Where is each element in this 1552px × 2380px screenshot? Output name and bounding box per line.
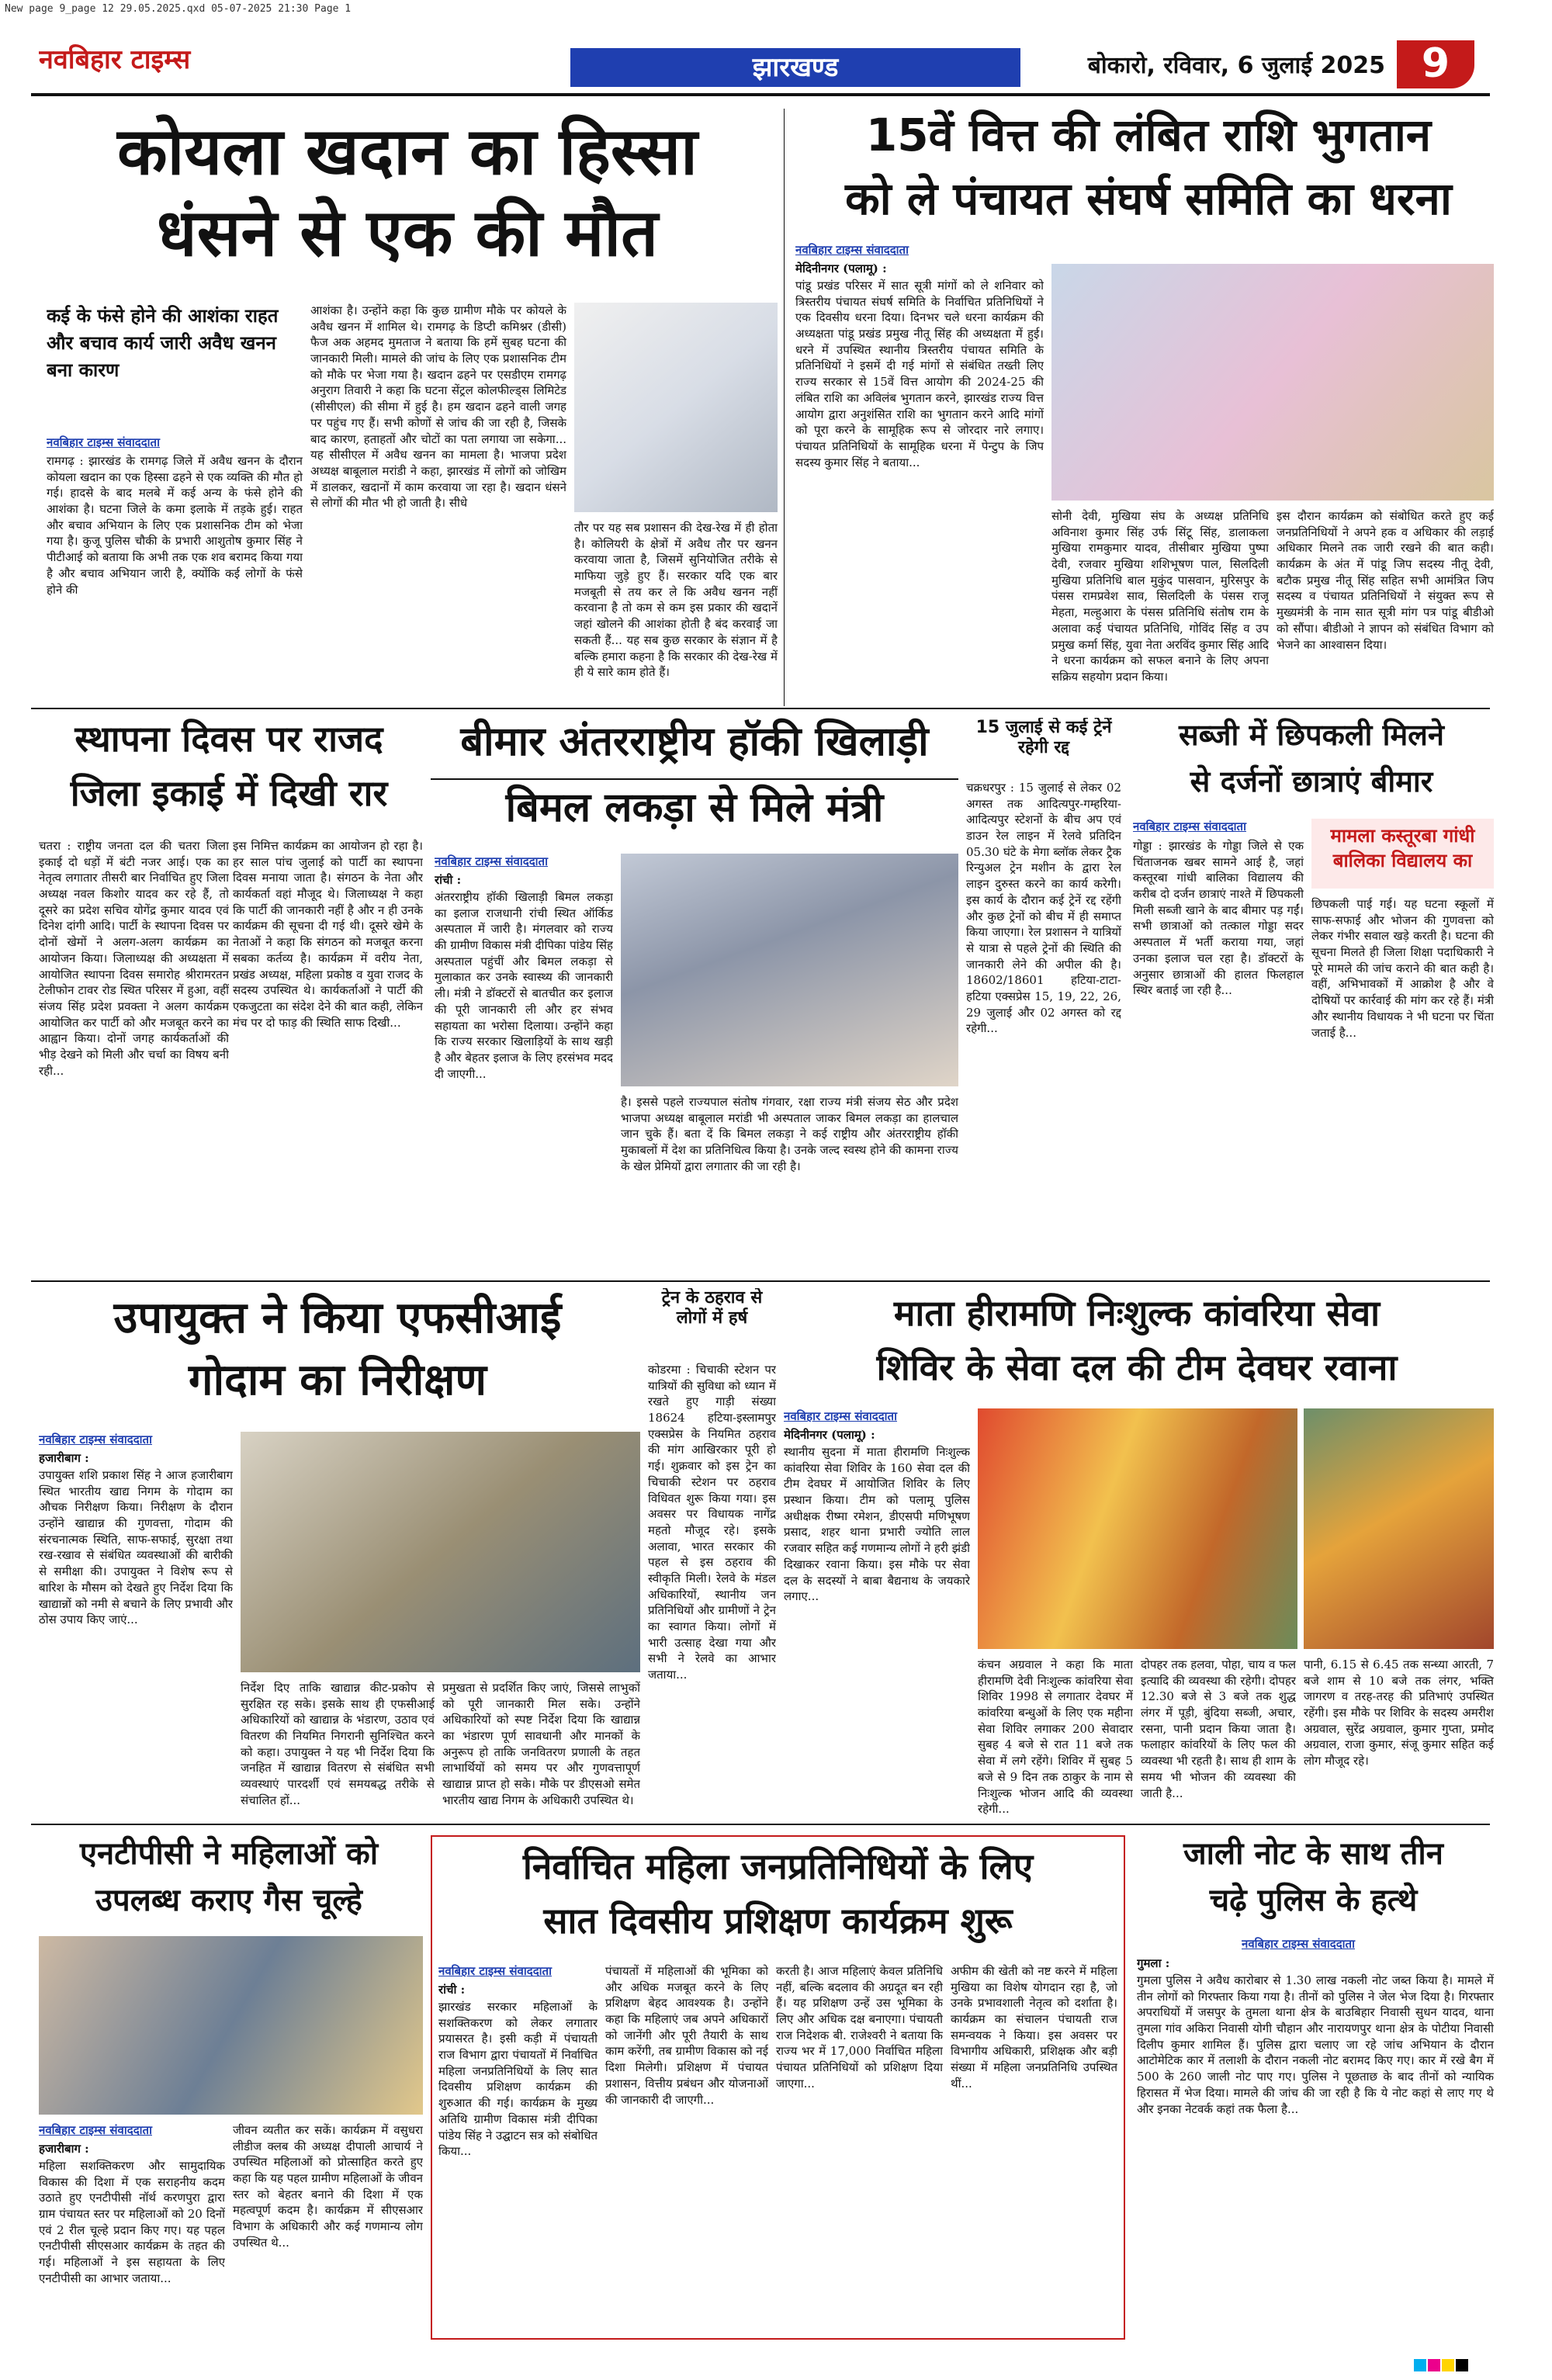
hockey-dateline: रांची : xyxy=(435,873,462,887)
fake-notes-dateline: गुमला : xyxy=(1137,1956,1170,1970)
ntpc-headline-2: उपलब्ध कराए गैस चूल्हे xyxy=(95,1883,362,1918)
hockey-byline: नवबिहार टाइम्स संवाददाता xyxy=(435,854,548,868)
trains-headline: 15 जुलाई से कई ट्रेनें रहेगी रद्द xyxy=(975,718,1112,758)
panchayat-body-1: पांडू प्रखंड परिसर में सात सूत्री मांगों को ले शनिवार को त्रिस्तरीय पंचायत संघर्ष समिति के निर्वाचित प्रतिनिधियों ने एक दिवसीय धरना दिया। दिनभर चले धरना कार्यक्रम की अध्यक्षता पांडू प्रखंड प्रमुख नीतू सिंह की अध्यक्षता में हुई। धरने में उपस्थित स्थानीय त्रिस्तरीय पंचायत समिति के प्रतिनिधियों ने इसमें दी गई मांगों से संबंधित तख्ती लिए राज्य सरकार से 15वें वित्त आयोग की 2024-25 की लंबित राशि का अविलंब भुगतान करने, झारखंड राज्य वित्त आयोग द्वारा अनुशंसित राशि का भुगतान करने आदि मांगों को पूरा करने के सामूहिक रूप से जोरदार नारे लगाए। पंचायत प्रतिनिधियों के सामूहिक धरना में पेन्टुप के जिप सदस्य कुमार सिंह ने बताया... xyxy=(795,279,1044,469)
lizard-byline: नवबिहार टाइम्स संवाददाता xyxy=(1133,819,1246,833)
panchayat-dateline: मेदिनीनगर (पलामू) : xyxy=(795,262,887,275)
panchayat-headline-2: को ले पंचायत संघर्ष समिति का धरना xyxy=(845,172,1452,225)
kanwar-dateline: मेदिनीनगर (पलामू) : xyxy=(784,1428,875,1442)
cmyk-registration-mark xyxy=(1412,2359,1474,2375)
coal-photo xyxy=(574,303,778,512)
ntpc-headline-1: एनटीपीसी ने महिलाओं को xyxy=(79,1836,379,1872)
coal-headline-1: कोयला खदान का हिस्सा xyxy=(117,113,698,189)
coal-headline-2: धंसने से एक की मौत xyxy=(157,195,658,271)
fci-photo xyxy=(241,1432,640,1672)
fci-dateline: हजारीबाग : xyxy=(39,1451,89,1465)
row-divider xyxy=(31,708,1490,709)
coal-subhead: कई के फंसे होने की आशंका राहत और बचाव कार्य जारी अवैध खनन बना कारण xyxy=(47,305,279,381)
column-divider xyxy=(784,109,785,706)
hockey-photo xyxy=(621,854,958,1086)
women-training-dateline: रांची : xyxy=(438,1983,466,1997)
row-divider xyxy=(31,1824,1490,1825)
fci-byline: नवबिहार टाइम्स संवाददाता xyxy=(39,1433,152,1446)
trains-body: चक्रधरपुर : 15 जुलाई से लेकर 02 अगस्त तक आदित्यपुर-गम्हरिया-आदित्यपुर स्टेशनों के बीच अप एवं डाउन रेल लाइन में रेलवे प्रतिदिन 05.30 घंटे के मेगा ब्लॉक लेकर ट्रैक रिन्युअल ट्रेन मशीन के द्वारा रेल लाइन दुरुस्त करने का कार्य करेगी। इस कार्य के दौरान कई ट्रेनें रद्द रहेंगी और कुछ ट्रेनों को बीच में ही समाप्त किया जाएगा। रेल प्रशासन ने यात्रियों से यात्रा से पहले ट्रेनों की स्थिति की जानकारी लेने की अपील की है। 18602/18601 हटिया-टाटा-हटिया एक्सप्रेस 15, 19, 22, 26, 29 जुलाई और 02 अगस्त को रद्द रहेगी... xyxy=(966,781,1121,1036)
women-training-body-4: अफीम की खेती को नष्ट करने में महिला मुखिया का विशेष योगदान रहा है, जो उनके प्रभावशाली नेतृत्व को दर्शाता है। कार्यक्रम का संचालन पंचायती राज समन्वयक ने किया। इस अवसर पर विभागीय अधिकारी, प्रशिक्षक और बड़ी संख्या में महिला जनप्रतिनिधि उपस्थित थीं... xyxy=(951,1964,1117,2091)
women-training-body-2: पंचायतों में महिलाओं की भूमिका को और अधिक मजबूत करने के लिए प्रशिक्षण बेहद आवश्यक है। उन्होंने कहा कि महिलाएं जब अपने अधिकारों को जानेंगी और पूरी तैयारी के साथ काम करेंगी, तब ग्रामीण विकास को नई दिशा मिलेगी। प्रशिक्षण में पंचायत प्रशासन, वित्तीय प्रबंधन और योजनाओं की जानकारी दी जाएगी... xyxy=(605,1964,768,2107)
paper-name: नवबिहार टाइम्स xyxy=(39,44,191,75)
fci-headline-2: गोदाम का निरीक्षण xyxy=(189,1355,487,1405)
fake-notes-body: गुमला पुलिस ने अवैध कारोबार से 1.30 लाख नकली नोट जब्त किया है। मामले में तीन लोगों को गिरफ्तार किया गया है। तीनों को पुलिस ने जेल भेज दिया है। गिरफ्तार अपराधियों में जसपुर के तुमला थाना क्षेत्र के बाउबिहार निवासी सुधन यादव, थाना तुमला गांव अकिरा निवासी योगी चौहान और नारायणपुर थाना क्षेत्र के पोटीया निवासी दिलीप कुमार शामिल हैं। पुलिस द्वारा चलाए जा रहे जांच अभियान के दौरान आटोमेटिक कार में तलाशी के दौरान नकली नोट बरामद किए गए। कार में रखे बैग में 500 के 260 जाली नोट पाए गए। पुलिस ने पूछताछ के बाद तीनों को न्यायिक हिरासत में भेज दिया। मामले की जांच की जा रही है कि ये नोट कहां से लाए गए थे और इनका नेटवर्क कहां तक फैला है... xyxy=(1137,1973,1494,2116)
ntpc-byline: नवबिहार टाइम्स संवाददाता xyxy=(39,2123,152,2137)
panchayat-headline-1: 15वें वित्त की लंबित राशि भुगतान xyxy=(865,109,1432,161)
section-label: झारखण्ड xyxy=(570,48,1020,87)
fci-headline-1: उपायुक्त ने किया एफसीआई xyxy=(113,1293,562,1343)
fake-notes-byline: नवबिहार टाइम्स संवाददाता xyxy=(1242,1937,1355,1951)
fci-body-3: प्रमुखता से प्रदर्शित किए जाएं, जिससे लाभुकों को पूरी जानकारी मिल सके। उन्होंने अधिकारियों को स्पष्ट निर्देश दिया कि खाद्यान्न का भंडारण पूर्ण सावधानी और मानकों के अनुरूप हो ताकि जनवितरण प्रणाली के तहत लाभार्थियों को समय पर और गुणवत्तापूर्ण खाद्यान्न प्राप्त हो सके। मौके पर डीएसओ समेत भारतीय खाद्य निगम के अधिकारी उपस्थित थे। xyxy=(442,1681,640,1807)
hockey-headline-2: बिमल लकड़ा से मिले मंत्री xyxy=(505,785,884,831)
fci-body-1: उपायुक्त शशि प्रकाश सिंह ने आज हजारीबाग स्थित भारतीय खाद्य निगम के गोदाम का औचक निरीक्षण किया। निरीक्षण के दौरान उन्होंने खाद्यान्न की गुणवत्ता, गोदाम की संरचनात्मक स्थिति, साफ-सफाई, सुरक्षा तथा रख-रखाव से संबंधित व्यवस्थाओं की बारीकी से समीक्षा की। उपायुक्त ने विशेष रूप से बारिश के मौसम को देखते हुए निर्देश दिया कि खाद्यान्नों को नमी से बचाने के लिए प्रभावी और ठोस उपाय किए जाएं... xyxy=(39,1468,233,1627)
kanwar-headline-2: शिविर के सेवा दल की टीम देवघर रवाना xyxy=(876,1346,1398,1388)
lizard-headline-1: सब्जी में छिपकली मिलने xyxy=(1178,718,1445,752)
kanwar-photo-2 xyxy=(1304,1408,1494,1649)
hockey-body-1: अंतरराष्ट्रीय हॉकी खिलाड़ी बिमल लकड़ा का इलाज राजधानी रांची स्थित ऑर्किड अस्पताल में जारी है। मंगलवार को राज्य की ग्रामीण विकास मंत्री दीपिका पांडेय सिंह अस्पताल पहुंचीं और बिमल लकड़ा से मुलाकात कर उनके स्वास्थ्य की जानकारी ली। मंत्री ने डॉक्टरों से बातचीत कर इलाज की पूरी जानकारी ली और हर संभव सहायता का भरोसा दिलाया। उन्होंने कहा कि राज्य सरकार खिलाड़ियों के साथ खड़ी है और बेहतर इलाज के लिए हरसंभव मदद दी जाएगी... xyxy=(435,890,613,1081)
kanwar-body-1: स्थानीय सुदना में माता हीरामणि निःशुल्क कांवरिया सेवा शिविर के 160 सेवा दल की टीम देवघर में आयोजित शिविर के लिए प्रस्थान किया। टीम को पलामू पुलिस अधीक्षक रीष्मा रमेशन, डीएसपी मणिभूषण प्रसाद, शहर थाना प्रभारी ज्योति लाल रजवार सहित कई गणमान्य लोगों ने हरी झंडी दिखाकर रवाना किया। इस मौके पर सेवा दल के सदस्यों ने बाबा बैद्यनाथ के जयकारे लगाए... xyxy=(784,1445,970,1604)
ntpc-body-2: जीवन व्यतीत कर सकें। कार्यक्रम में वसुधरा लीडीज क्लब की अध्यक्ष दीपाली आचार्य ने उपस्थित महिलाओं को प्रोत्साहित करते हुए कहा कि यह पहल ग्रामीण महिलाओं के जीवन स्तर को बेहतर बनाने की दिशा में एक महत्वपूर्ण कदम है। कार्यक्रम में सीएसआर विभाग के अधिकारी और कई गणमान्य लोग उपस्थित थे... xyxy=(233,2123,423,2250)
ntpc-body-1: महिला सशक्तिकरण और सामुदायिक विकास की दिशा में एक सराहनीय कदम उठाते हुए एनटीपीसी नॉर्थ करणपुरा द्वारा ग्राम पंचायत स्तर पर महिलाओं को 20 दिनों एवं 2 रील चूल्हे प्रदान किए गए। यह पहल एनटीपीसी सीएसआर कार्यक्रम के तहत की गई। महिलाओं ने इस सहायता के लिए एनटीपीसी का आभार जताया... xyxy=(39,2159,225,2285)
coal-body-3: तौर पर यह सब प्रशासन की देख-रेख में ही होता है। कोलियरी के क्षेत्रों में अवैध तौर पर खनन करवाया जाता है, जिसमें सुनियोजित तरीके से माफिया जुड़े हुए हैं। सरकार यदि एक बार मजबूती से तय कर ले कि अवैध खनन नहीं करवाना है तो कम से कम इस प्रकार की खदानें जहां खोलने की आशंका होती है बंद करवाई जा सकती हैं... यह सब कुछ सरकार के संज्ञान में है बल्कि हमारा कहना है कि सरकार की देख-रेख में ही ये सारे काम होते हैं। xyxy=(574,521,778,680)
panchayat-body-2: सोनी देवी, मुखिया संघ के अध्यक्ष प्रतिनिधि अविनाश कुमार सिंह उर्फ सिंटू सिंह, डालाकला मुखिया रामकुमार यादव, तीसीबार मुखिया पुष्पा देवी, रजवार मुखिया शशिभूषण पाल, सिलदिली मुखिया प्रतिनिधि बाल मुकुंद पासवान, मुरिसपुर के पंसस रामप्रवेश साव, सिलदिली के पंसस राजू मेहता, मल्हुआरा के पंसस प्रतिनिधि संतोष राम के अलावा कई पंचायत प्रतिनिधि, गोविंद सिंह व उप प्रमुख कर्मा सिंह, युवा नेता अरविंद कुमार सिंह आदि ने धरना कार्यक्रम को सफल बनाने के लिए अपना सक्रिय सहयोग प्रदान किया। xyxy=(1051,509,1269,684)
printer-slug: New page 9_page 12 29.05.2025.qxd 05-07-2025 21:30 Page 1 xyxy=(5,3,352,15)
page-number: 9 xyxy=(1397,40,1474,88)
lizard-body-2: छिपकली पाई गई। यह घटना स्कूलों में साफ-सफाई और भोजन की गुणवत्ता को लेकर गंभीर सवाल खड़े करती है। घटना की सूचना मिलते ही जिला शिक्षा पदाधिकारी ने पूरे मामले की जांच कराने की बात कही है। वहीं, अभिभावकों में आक्रोश है और वे दोषियों पर कार्रवाई की मांग कर रहे हैं। मंत्री और स्थानीय विधायक ने भी घटना पर चिंता जताई है... xyxy=(1311,897,1494,1040)
train-halt-body: कोडरमा : चिचाकी स्टेशन पर यात्रियों की सुविधा को ध्यान में रखते हुए गाड़ी संख्या 18624 हटिया-इस्लामपुर एक्सप्रेस के नियमित ठहराव की मांग आखिरकार पूरी हो गई। शुक्रवार को इस ट्रेन का चिचाकी स्टेशन पर ठहराव विधिवत शुरू किया गया। इस अवसर पर विधायक नागेंद्र महतो मौजूद रहे। इसके अलावा, भारत सरकार की पहल से इस ठहराव की स्वीकृति मिली। रेलवे के मंडल अधिकारियों, स्थानीय जन प्रतिनिधियों और ग्रामीणों ने ट्रेन का स्वागत किया। लोगों में भारी उत्साह देखा गया और सभी ने रेलवे का आभार जताया... xyxy=(648,1363,776,1682)
rjd-body-1: चतरा : राष्ट्रीय जनता दल की चतरा जिला इकाई दो धड़ों में बंटी नजर आई। एक का नेतृत्व लगातार तीसरी बार निर्वाचित हुए जिला अध्यक्ष नवल किशोर यादव कर रहे हैं, तो दूसरे का प्रदेश सचिव योगेंद्र कुमार यादव एवं दिनेश दांगी आदि। पार्टी के स्थापना दिवस पर दोनों खेमों ने अलग-अलग कार्यक्रम का आयोजन किया। जिलाध्यक्ष की अध्यक्षता में आयोजित स्थापना दिवस समारोह श्रीरामरतन टेलीफोन टावर रोड स्थित परिसर में हुआ, वहीं संजय सिंह प्रदेश प्रवक्ता ने अलग कार्यक्रम आयोजित कर पार्टी को और मजबूत करने का आह्वान किया। दोनों जगह कार्यकर्ताओं की भीड़ देखने को मिली और चर्चा का विषय बनी रही... xyxy=(39,839,229,1078)
fci-body-2: निर्देश दिए ताकि खाद्यान्न कीट-प्रकोप से सुरक्षित रह सके। इसके साथ ही एफसीआई अधिकारियों को खाद्यान्न के भंडारण, उठाव एवं वितरण की नियमित निगरानी सुनिश्चित करने को कहा। उपायुक्त ने यह भी निर्देश दिया कि जनहित में खाद्यान्न वितरण से संबंधित सभी व्यवस्थाएं पारदर्शी एवं समयबद्ध तरीके से संचालित हों... xyxy=(241,1681,435,1807)
lizard-body-1: गोड्डा : झारखंड के गोड्डा जिले से एक चिंताजनक खबर सामने आई है, जहां कस्तूरबा गांधी बालिका विद्यालय की करीब दो दर्जन छात्राएं नाश्ते में छिपकली मिली सब्जी खाने के बाद बीमार पड़ गईं। सभी छात्राओं को तत्काल गोड्डा सदर अस्पताल में भर्ती कराया गया, जहां उनका इलाज चल रहा है। डॉक्टरों के अनुसार छात्राओं की हालत फिलहाल स्थिर बताई जा रही है... xyxy=(1133,839,1304,998)
fake-notes-headline-2: चढ़े पुलिस के हत्थे xyxy=(1209,1883,1418,1918)
kanwar-headline-1: माता हीरामणि निःशुल्क कांवरिया सेवा xyxy=(893,1292,1381,1334)
kanwar-byline: नवबिहार टाइम्स संवाददाता xyxy=(784,1409,897,1423)
kanwar-body-4: पानी, 6.15 से 6.45 तक सन्ध्या आरती, 7 बजे शाम से 10 बजे तक लंगर, भक्ति जागरण व तरह-तरह की प्रतिभाएं उपस्थित रहेंगी। इस मौके पर शिविर के सदस्य अमरीश अग्रवाल, सुरेंद्र अग्रवाल, कुमार गुप्ता, प्रमोद अग्रवाल, राजा कुमार, संजू कुमार सहित कई लोग मौजूद रहे। xyxy=(1304,1658,1494,1769)
lizard-headline-2: से दर्जनों छात्राएं बीमार xyxy=(1190,764,1433,799)
coal-body-2: आशंका है। उन्होंने कहा कि कुछ ग्रामीण मौके पर कोयले के अवैध खनन में शामिल थे। रामगढ़ के डिप्टी कमिश्नर (डीसी) फैज अक अहमद मुमताज ने बताया कि हमें सुबह घटना की जानकारी मिली। मामले की जांच के लिए एक प्रशासनिक टीम को मौके पर भेजा गया है। खदान ढहने पर एसडीएम रामगढ़ अनुराग तिवारी ने कहा कि घटना सेंट्रल कोलफील्ड्स लिमिटेड (सीसीएल) की सीमा में हुई है। हम खदान ढहने वाली जगह पर पहुंच गए हैं। सभी कोणों से जांच की जा रही है, जिसके बाद कारण, हताहतों और चोटों का पता लगाया जा सकेगा... यह सीसीएल में अवैध खनन का मामला है। भाजपा प्रदेश अध्यक्ष बाबूलाल मरांडी ने कहा, झारखंड में लोगों को जोखिम में डालकर, खदानों में काम करवाया जा रहा है। खदान धंसने से लोगों की मौत भी हो जाती है। सीधे xyxy=(310,303,566,511)
women-training-headline-2: सात दिवसीय प्रशिक्षण कार्यक्रम शुरू xyxy=(543,1900,1013,1942)
ntpc-dateline: हजारीबाग : xyxy=(39,2142,89,2156)
ntpc-photo xyxy=(39,1936,423,2115)
women-training-headline-1: निर्वाचित महिला जनप्रतिनिधियों के लिए xyxy=(522,1845,1034,1887)
women-training-body-3: करती है। आज महिलाएं केवल प्रतिनिधि नहीं, बल्कि बदलाव की अग्रदूत बन रही हैं। यह प्रशिक्षण उन्हें उस भूमिका के लिए और अधिक दक्ष बनाएगा। पंचायती राज निदेशक बी. राजेश्वरी ने बताया कि राज्य भर में 17,000 निर्वाचित महिला पंचायत प्रतिनिधियों को प्रशिक्षण दिया जाएगा... xyxy=(776,1964,943,2091)
train-halt-headline: ट्रेन के ठहराव से लोगों में हर्ष xyxy=(661,1288,763,1329)
fake-notes-headline-1: जाली नोट के साथ तीन xyxy=(1183,1836,1443,1872)
panchayat-body-3: इस दौरान कार्यक्रम को संबोधित करते हुए कई जनप्रतिनिधियों ने अपने हक व अधिकार की लड़ाई अधिकार मिलने तक जारी रखने की बात कही। कार्यक्रम के अंत में पांडू जिप सदस्य नीतू देवी, बटौक प्रमुख नीतू सिंह सहित सभी आमंत्रित जिप सदस्य व पंचायत प्रतिनिधियों ने संयुक्त रूप से मुख्यमंत्री के नाम सात सूत्री मांग पत्र पांडू बीडीओ को सौंपा। बीडीओ ने ज्ञापन को संबंधित विभाग को भेजने का आश्वासन दिया। xyxy=(1277,509,1494,652)
dateline: बोकारो, रविवार, 6 जुलाई 2025 xyxy=(1087,52,1385,79)
hockey-headline-1: बीमार अंतरराष्ट्रीय हॉकी खिलाड़ी xyxy=(431,718,958,780)
masthead-rule xyxy=(31,93,1490,96)
row-divider xyxy=(31,1280,1490,1282)
kanwar-body-2: कंचन अग्रवाल ने कहा कि माता हीरामणि देवी निःशुल्क कांवरिया सेवा शिविर 1998 से लगातार देवघर में कांवरिया बन्धुओं के लिए एक महीना सेवा शिविर लगाकर 200 सेवादार सुबह 4 बजे से रात 11 बजे तक सेवा में लगे रहेंगे। शिविर में सुबह 5 बजे से 9 दिन तक ठाकुर के नाम से निःशुल्क भोजन आदि की व्यवस्था रहेगी... xyxy=(978,1658,1133,1816)
coal-byline: नवबिहार टाइम्स संवाददाता xyxy=(47,435,160,449)
rjd-headline-1: स्थापना दिवस पर राजद xyxy=(74,718,383,760)
lizard-pullquote: मामला कस्तूरबा गांधी बालिका विद्यालय का xyxy=(1311,819,1494,889)
rjd-body-2: इस निमित्त कार्यक्रम का आयोजन हो रहा है। हर साल पांच जुलाई को पार्टी का स्थापना दिवस मनाया जाता है। संगठन के नेता और कार्यकर्ता वहां मौजूद थे। जिलाध्यक्ष ने कहा कि पार्टी की जानकारी नहीं है और न ही उनके कार्यक्रम की सूचना दी गई थी। दूसरे खेमे के नेताओं ने कहा कि संगठन को मजबूत करना सबका कर्तव्य है। कार्यक्रम में वरीय नेता, प्रखंड अध्यक्ष, महिला प्रकोष्ठ व युवा राजद के सदस्य उपस्थित थे। कार्यकर्ताओं ने पार्टी की एकजुटता का संदेश देने की बात कही, लेकिन मंच पर दो फाड़ की स्थिति साफ दिखी... xyxy=(233,839,423,1030)
kanwar-photo-1 xyxy=(978,1408,1297,1649)
coal-body-1: रामगढ़ : झारखंड के रामगढ़ जिले में अवैध खनन के दौरान कोयला खदान का एक हिस्सा ढहने से एक व्यक्ति की मौत हो गई। हादसे के बाद मलबे में कई अन्य के फंसे होने की आशंका है। घटना जिले के कमा इलाके में तड़के हुई। राहत और बचाव अभियान के लिए एक प्रशासनिक टीम को भेजा गया है। कुजू पुलिस चौकी के प्रभारी आशुतोष कुमार सिंह ने पीटीआई को बताया कि अभी तक एक शव बरामद किया गया है और बचाव अभियान जारी है, क्योंकि कई लोगों के फंसे होने की xyxy=(47,454,303,597)
panchayat-photo xyxy=(1051,264,1494,501)
kanwar-body-3: दोपहर तक हलवा, पोहा, चाय व फल इत्यादि की व्यवस्था की रहेगी। दोपहर 12.30 बजे से 3 बजे तक शुद्ध लंगर में पूड़ी, बुंदिया सब्जी, अचार, रसना, पानी प्रदान किया जाता है। फलाहार कांवरियों के लिए फल की व्यवस्था भी रहती है। साथ ही शाम के समय भी भोजन की व्यवस्था की जाती है... xyxy=(1141,1658,1296,1800)
hockey-body-2: है। इससे पहले राज्यपाल संतोष गंगवार, रक्षा राज्य मंत्री संजय सेठ और प्रदेश भाजपा अध्यक्ष बाबूलाल मरांडी भी अस्पताल जाकर बिमल लकड़ा का हालचाल जान चुके हैं। बता दें कि बिमल लकड़ा ने कई राष्ट्रीय और अंतरराष्ट्रीय हॉकी मुकाबलों में देश का प्रतिनिधित्व किया है। उनके जल्द स्वस्थ होने की कामना राज्य के खेल प्रेमियों द्वारा लगातार की जा रही है। xyxy=(621,1095,958,1173)
panchayat-byline: नवबिहार टाइम्स संवाददाता xyxy=(795,243,909,257)
rjd-headline-2: जिला इकाई में दिखी रार xyxy=(70,772,388,814)
women-training-byline: नवबिहार टाइम्स संवाददाता xyxy=(438,1964,552,1978)
women-training-body-1: झारखंड सरकार महिलाओं के सशक्तिकरण को लेकर लगातार प्रयासरत है। इसी कड़ी में पंचायती राज विभाग द्वारा पंचायतों में निर्वाचित महिला जनप्रतिनिधियों के लिए सात दिवसीय प्रशिक्षण कार्यक्रम की शुरुआत की गई। कार्यक्रम के मुख्य अतिथि ग्रामीण विकास मंत्री दीपिका पांडेय सिंह ने उद्घाटन सत्र को संबोधित किया... xyxy=(438,2000,598,2159)
